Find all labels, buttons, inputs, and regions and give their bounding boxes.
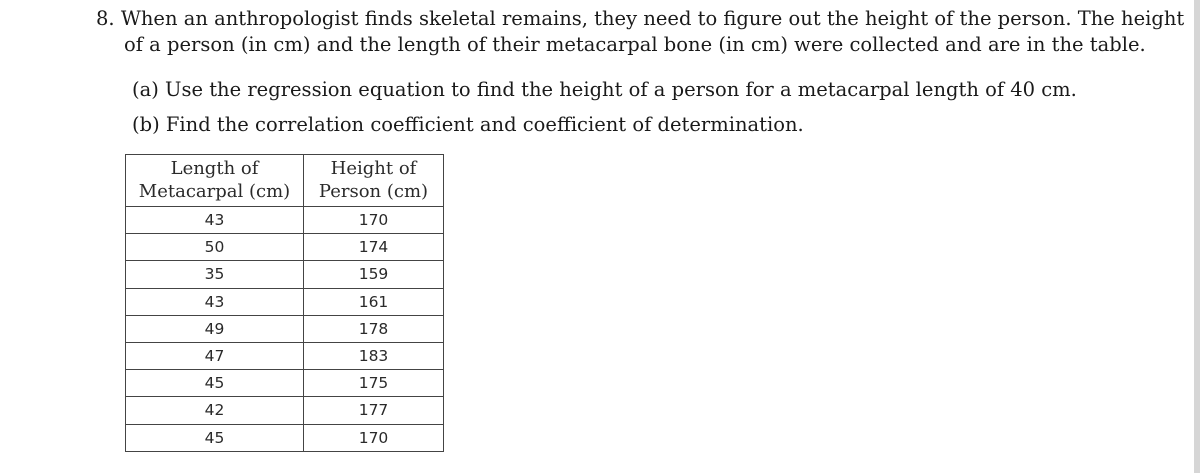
metacarpal-cell: 45 [126,424,304,451]
header-col1-line1: Length of [170,158,259,179]
metacarpal-cell: 45 [126,370,304,397]
table-row [126,234,444,261]
header-col2-line1: Height of [330,158,417,179]
header-metacarpal-length [126,155,304,207]
metacarpal-cell: 35 [126,261,304,288]
problem-text-line-1: When an anthropologist finds skeletal remains, they need to figure out the height of the person. The height [120,7,1185,30]
part-a-question: (a) Use the regression equation to find the height of a person for a metacarpal length of 40 cm. [132,78,1077,101]
height-cell: 159 [304,261,444,288]
problem-statement [96,6,1185,58]
header-col1-line2: Metacarpal (cm) [138,181,291,202]
table-row [126,315,444,342]
height-cell: 161 [304,288,444,315]
table-row [126,397,444,424]
height-cell: 177 [304,397,444,424]
part-b-question: (b) Find the correlation coefficient and coefficient of determination. [132,113,804,136]
metacarpal-cell: 49 [126,315,304,342]
table-row [126,370,444,397]
height-cell: 183 [304,342,444,369]
height-cell: 170 [304,424,444,451]
data-table [125,154,444,452]
metacarpal-cell: 43 [126,288,304,315]
page-edge-scrollbar [1194,0,1200,473]
metacarpal-cell: 50 [126,234,304,261]
height-cell: 174 [304,234,444,261]
table-row [126,424,444,451]
height-cell: 175 [304,370,444,397]
table-row [126,288,444,315]
table-row [126,261,444,288]
table-row [126,207,444,234]
height-cell: 178 [304,315,444,342]
metacarpal-cell: 42 [126,397,304,424]
table-header-row [126,155,444,207]
table-row [126,342,444,369]
height-cell: 170 [304,207,444,234]
problem-text-line-2: of a person (in cm) and the length of their metacarpal bone (in cm) were collected and are in the table. [124,33,1146,56]
metacarpal-cell: 47 [126,342,304,369]
problem-line-1 [96,6,1185,32]
problem-number: 8. [96,7,115,30]
metacarpal-cell: 43 [126,207,304,234]
header-person-height [304,155,444,207]
header-col2-line2: Person (cm) [318,181,429,202]
